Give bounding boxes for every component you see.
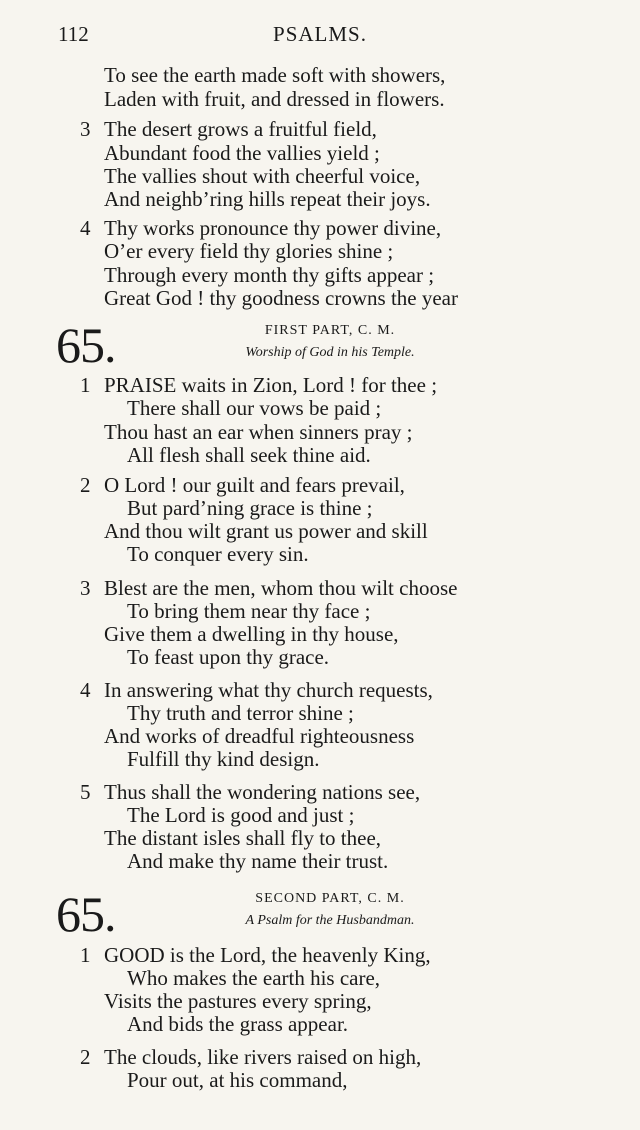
verse-line: All flesh shall seek thine aid. [127, 443, 371, 467]
verse-line: Pour out, at his command, [127, 1068, 348, 1092]
stanza-number: 1 [80, 943, 91, 967]
verse-line: Who makes the earth his care, [127, 966, 381, 990]
stanza-number: 5 [80, 780, 91, 804]
stanza-number: 2 [80, 473, 91, 497]
stanza-number: 3 [80, 576, 91, 600]
stanza-number: 3 [80, 117, 91, 141]
verse-line: To feast upon thy grace. [127, 645, 330, 669]
verse-line: In answering what thy church requests, [104, 678, 433, 702]
verse-line: To bring them near thy face ; [127, 599, 371, 623]
hymn-heading [0, 318, 640, 378]
stanza-number: 2 [80, 1045, 91, 1069]
running-title: PSALMS. [273, 22, 367, 46]
verse-line: The vallies shout with cheerful voice, [104, 164, 421, 188]
verse-line: The Lord is good and just ; [127, 803, 355, 827]
verse-line: To conquer every sin. [127, 542, 309, 566]
page-header [0, 22, 640, 52]
hymn-part: FIRST PART, C. M. [264, 323, 396, 338]
verse-line: O’er every field thy glories shine ; [104, 239, 394, 263]
verse-line: Give them a dwelling in thy house, [104, 622, 399, 646]
hymn-number: 65. [56, 886, 116, 942]
verse-line: And make thy name their trust. [127, 849, 389, 873]
verse-line: The desert grows a fruitful field, [104, 117, 377, 141]
verse-line: And thou wilt grant us power and skill [104, 519, 428, 543]
verse-line: The distant isles shall fly to thee, [104, 826, 382, 850]
verse-line: And works of dreadful righteousness [104, 724, 415, 748]
hymn-number: 65. [56, 317, 116, 373]
verse-line: To see the earth made soft with showers, [104, 63, 446, 87]
hymn-heading [0, 887, 640, 947]
verse-line: PRAISE waits in Zion, Lord ! for thee ; [104, 373, 438, 397]
verse-line: Visits the pastures every spring, [104, 989, 372, 1013]
stanza-number: 4 [80, 678, 91, 702]
verse-line: Through every month thy gifts appear ; [104, 263, 435, 287]
verse-line: Fulfill thy kind design. [127, 747, 320, 771]
hymn-part: SECOND PART, C. M. [255, 891, 405, 906]
page-number: 112 [58, 22, 89, 46]
verse-line: Thus shall the wondering nations see, [104, 780, 421, 804]
verse-line: Thou hast an ear when sinners pray ; [104, 420, 413, 444]
verse-line: Blest are the men, whom thou wilt choose [104, 576, 458, 600]
verse-line: GOOD is the Lord, the heavenly King, [104, 943, 431, 967]
verse-line: And neighb’ring hills repeat their joys. [104, 187, 431, 211]
stanza-number: 1 [80, 373, 91, 397]
verse-line: O Lord ! our guilt and fears prevail, [104, 473, 405, 497]
verse-line: Great God ! thy goodness crowns the year [104, 286, 458, 310]
verse-line: The clouds, like rivers raised on high, [104, 1045, 422, 1069]
verse-line: Abundant food the vallies yield ; [104, 141, 380, 165]
verse-line: Thy truth and terror shine ; [127, 701, 354, 725]
verse-line: Laden with fruit, and dressed in flowers. [104, 87, 445, 111]
verse-line: Thy works pronounce thy power divine, [104, 216, 442, 240]
verse-line: And bids the grass appear. [127, 1012, 349, 1036]
hymn-subtitle: Worship of God in his Temple. [245, 345, 415, 360]
verse-line: But pard’ning grace is thine ; [127, 496, 373, 520]
verse-line: There shall our vows be paid ; [127, 396, 382, 420]
hymn-subtitle: A Psalm for the Husbandman. [245, 913, 415, 928]
stanza-number: 4 [80, 216, 91, 240]
